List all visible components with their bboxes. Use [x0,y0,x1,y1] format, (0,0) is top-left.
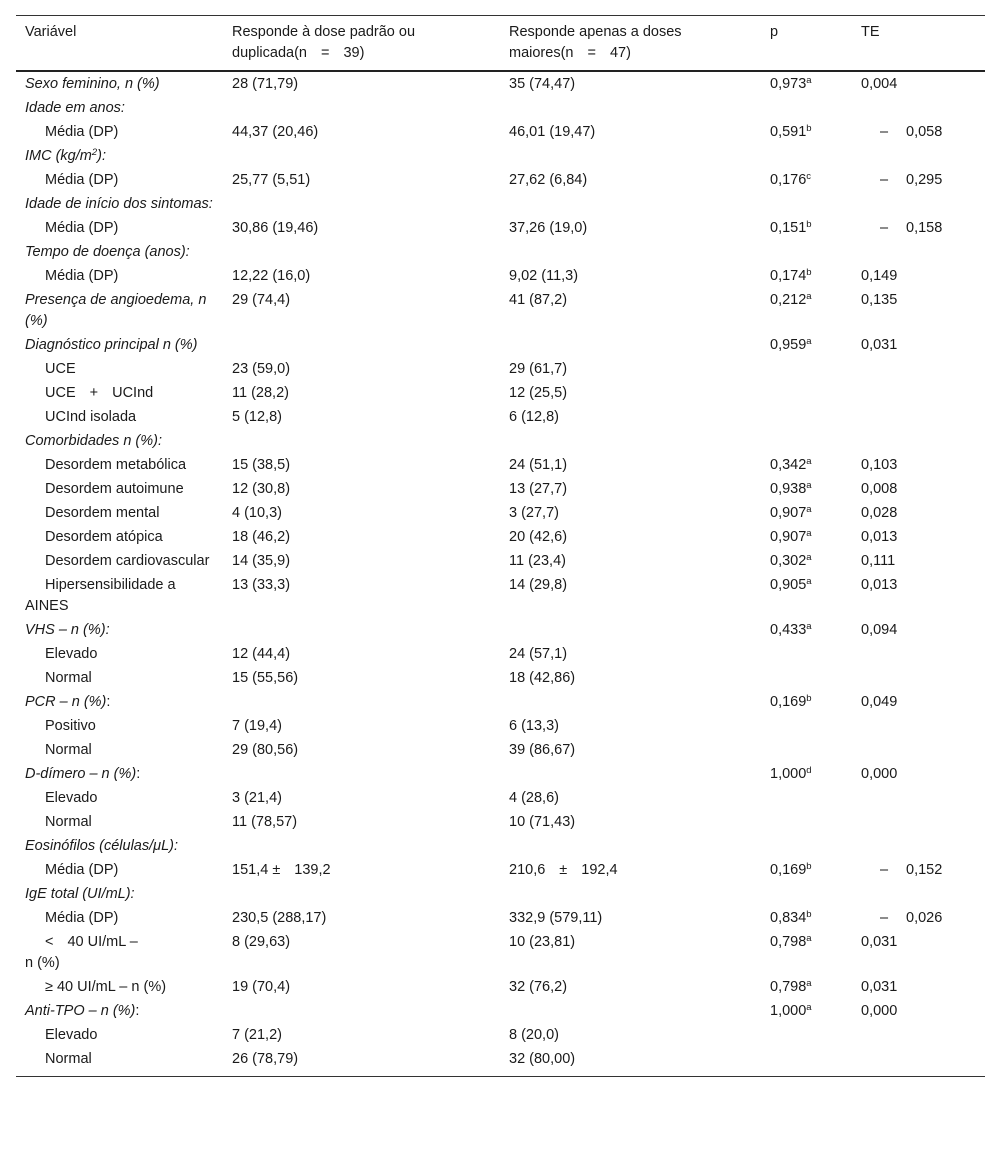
table-row [16,1023,985,1047]
cell-higher: 9,02 (11,3) [509,268,579,284]
cell-te: – 0,152 [880,862,943,878]
table-row [16,453,985,477]
section-label: IMC $(kg/m^2)$: [25,147,107,164]
table-row [16,975,985,999]
cell-higher [500,333,761,357]
cell-standard: 7 (19,4) [232,718,282,734]
table-body [16,71,985,1077]
table-row [16,618,985,642]
table-row [16,333,985,357]
cell-standard: 230,5 (288,17) [232,910,327,926]
cell-te: – 0,058 [880,124,943,140]
cell-standard: 11 (28,2) [232,385,289,401]
header-higher-dose [500,16,761,72]
cell-higher: 8 (20,0) [509,1027,559,1043]
results-table-container [16,15,985,1077]
cell-te [852,786,985,810]
cell-higher: 39 (86,67) [509,742,576,758]
cell-standard: 15 (38,5) [232,457,291,473]
table-row [16,882,985,906]
cell-p [761,786,852,810]
row-label: Média (DP) [45,862,119,878]
section-label: Tempo de doença (anos): [25,244,190,260]
header-effect-size: TE [861,24,880,40]
cell-te: 0,004 [861,76,898,92]
table-row [16,549,985,573]
cell-te: 0,049 [861,694,898,710]
cell-higher: 10 (23,81) [509,934,576,950]
row-label: Diagnóstico principal n (%) [25,337,198,353]
table-row [16,240,985,264]
cell-standard: 29 (80,56) [232,742,299,758]
cell-higher: 210,6 ± 192,4 [509,862,618,878]
table-row [16,690,985,714]
cell-standard: 23 (59,0) [232,361,291,377]
table-row [16,930,985,975]
cell-standard: 8 (29,63) [232,934,291,950]
row-label: Normal [45,814,92,830]
cell-p [761,1047,852,1077]
row-label: Positivo [45,718,96,734]
table-row [16,264,985,288]
cell-standard: 29 (74,4) [232,292,291,308]
cell-higher: 24 (57,1) [509,646,568,662]
cell-te [852,1047,985,1077]
cell-p: 0,169$^b$ [770,861,812,878]
cell-p: 1,000$^a$ [770,1002,812,1019]
cell-te: 0,000 [861,1003,898,1019]
row-label: Elevado [45,646,98,662]
row-label: Anti-TPO – n (%): [25,1003,140,1019]
table-row [16,666,985,690]
cell-p: 0,151$^b$ [770,219,812,236]
cell-te: – 0,295 [880,172,943,188]
table-row [16,96,985,120]
cell-p: 0,433$^a$ [770,621,812,638]
row-label: Desordem autoimune [45,481,184,497]
row-label: PCR – n (%): [25,694,111,710]
table-row [16,762,985,786]
header-p-value: p [770,24,779,40]
section-label: Idade em anos: [25,100,125,116]
table-row [16,525,985,549]
cell-te: 0,013 [861,529,898,545]
cell-higher: 41 (87,2) [509,292,568,308]
header-row [16,16,985,72]
cell-te: 0,000 [861,766,898,782]
header-higher-dose-eq: = [587,45,596,61]
table-row [16,381,985,405]
row-label: UCE [45,361,76,377]
cell-te: – 0,158 [880,220,943,236]
table-row [16,477,985,501]
cell-te [852,738,985,762]
row-label: ≥ 40 UI/mL – n (%) [45,979,167,995]
cell-p: 0,798$^a$ [770,933,812,950]
cell-p: 1,000$^d$ [770,765,812,782]
cell-te: 0,013 [861,577,898,593]
cell-te [852,714,985,738]
row-label: Desordem atópica [45,529,163,545]
header-standard-dose-line1: Responde à dose padrão ou [232,24,416,40]
cell-te: 0,094 [861,622,898,638]
table-row [16,573,985,618]
table-row [16,357,985,381]
cell-standard: 4 (10,3) [232,505,282,521]
cell-standard: 28 (71,79) [232,76,299,92]
cell-higher: 13 (27,7) [509,481,568,497]
cell-p: 0,834$^b$ [770,909,812,926]
cell-higher: 35 (74,47) [509,76,576,92]
row-label: Média (DP) [45,220,119,236]
cell-standard [223,618,500,642]
row-label: Elevado [45,790,98,806]
cell-te: 0,028 [861,505,898,521]
cell-p [761,714,852,738]
cell-standard: 11 (78,57) [232,814,298,830]
cell-p: 0,905$^a$ [770,576,812,593]
cell-higher: 32 (80,00) [509,1051,576,1067]
cell-te: 0,031 [861,979,898,995]
cell-p [761,381,852,405]
table-row [16,216,985,240]
row-label: Sexo feminino, n (%) [25,76,160,92]
cell-te [852,642,985,666]
section-label: IgE total (UI/mL): [25,886,135,902]
cell-higher: 37,26 (19,0) [509,220,588,236]
row-label: < 40 UI/mL – n (%) [25,934,138,971]
cell-p: 0,302$^a$ [770,552,812,569]
cell-p [761,810,852,834]
cell-higher: 6 (13,3) [509,718,559,734]
row-label: Média (DP) [45,910,119,926]
row-label: Normal [45,1051,92,1067]
table-row [16,71,985,96]
table-row [16,429,985,453]
cell-p: 0,907$^a$ [770,504,812,521]
cell-p [761,357,852,381]
cell-higher: 332,9 (579,11) [509,910,603,926]
cell-te [852,381,985,405]
cell-standard: 44,37 (20,46) [232,124,319,140]
cell-higher: 11 (23,4) [509,553,566,569]
cell-p: 0,174$^b$ [770,267,812,284]
cell-p [761,642,852,666]
cell-higher [500,999,761,1023]
cell-te [852,405,985,429]
header-higher-dose-n: 47) [609,45,631,61]
header-standard-dose-n: 39) [343,45,365,61]
cell-standard: 19 (70,4) [232,979,291,995]
table-row [16,168,985,192]
cell-te: 0,149 [861,268,898,284]
cell-higher: 14 (29,8) [509,577,568,593]
cell-higher: 10 (71,43) [509,814,576,830]
section-label: Idade de início dos sintomas: [25,196,213,212]
table-row [16,906,985,930]
cell-higher: 12 (25,5) [509,385,568,401]
cell-p: 0,798$^a$ [770,978,812,995]
cell-p [761,666,852,690]
cell-higher: 24 (51,1) [509,457,568,473]
cell-standard: 7 (21,2) [232,1027,282,1043]
cell-p: 0,907$^a$ [770,528,812,545]
results-table [16,15,985,1077]
cell-p: 0,973$^a$ [770,75,812,92]
row-label: Normal [45,670,92,686]
cell-te [852,1023,985,1047]
cell-p [761,1023,852,1047]
cell-p: 0,959$^a$ [770,336,812,353]
header-standard-dose-eq: = [320,45,330,61]
row-label: D-dímero – n (%): [25,766,141,782]
cell-standard: 12,22 (16,0) [232,268,311,284]
row-label: Desordem cardiovascular [45,553,210,569]
row-label: Hipersensibilidade a AINES [25,577,176,614]
cell-higher: 18 (42,86) [509,670,576,686]
row-label: Presença de angioedema, n (%) [25,292,207,329]
cell-p [761,738,852,762]
row-label: Média (DP) [45,124,119,140]
table-row [16,738,985,762]
cell-standard: 26 (78,79) [232,1051,299,1067]
cell-standard [223,762,500,786]
cell-higher: 46,01 (19,47) [509,124,596,140]
table-row [16,642,985,666]
cell-higher: 3 (27,7) [509,505,559,521]
cell-te: 0,031 [861,337,898,353]
table-row [16,192,985,216]
cell-higher: 27,62 (6,84) [509,172,588,188]
section-label: Eosinófilos (células/μL): [25,838,179,854]
cell-p: 0,938$^a$ [770,480,812,497]
row-label: Média (DP) [45,172,119,188]
row-label: Média (DP) [45,268,119,284]
cell-te: 0,111 [861,553,896,569]
row-label: VHS – n (%): [25,622,110,638]
header-higher-dose-line1: Responde apenas a doses [509,24,682,40]
row-label: Elevado [45,1027,98,1043]
cell-p [761,405,852,429]
table-row [16,999,985,1023]
header-higher-dose-line2: maiores(n [509,45,574,61]
table-row [16,288,985,333]
cell-p: 0,212$^a$ [770,291,812,308]
cell-p: 0,176$^c$ [770,171,812,188]
table-header [16,16,985,72]
cell-standard: 12 (44,4) [232,646,291,662]
cell-te: 0,031 [861,934,898,950]
cell-te [852,666,985,690]
table-row [16,786,985,810]
cell-standard: 15 (55,56) [232,670,299,686]
section-label: Comorbidades n (%): [25,433,162,449]
cell-standard: 18 (46,2) [232,529,291,545]
cell-standard: 5 (12,8) [232,409,282,425]
header-standard-dose [223,16,500,72]
cell-te [852,357,985,381]
table-row [16,858,985,882]
cell-te: 0,008 [861,481,898,497]
cell-te: 0,135 [861,292,898,308]
cell-higher: 4 (28,6) [509,790,559,806]
cell-standard: 12 (30,8) [232,481,291,497]
cell-higher: 32 (76,2) [509,979,568,995]
cell-p: 0,591$^b$ [770,123,812,140]
cell-standard: 30,86 (19,46) [232,220,319,236]
cell-p: 0,169$^b$ [770,693,812,710]
cell-standard: 3 (21,4) [232,790,282,806]
row-label: Desordem metabólica [45,457,187,473]
cell-higher [500,690,761,714]
row-label: Normal [45,742,92,758]
row-label: UCE + UCInd [45,385,154,401]
cell-higher [500,762,761,786]
header-standard-dose-line2: duplicada(n [232,45,307,61]
table-row [16,714,985,738]
cell-higher: 20 (42,6) [509,529,568,545]
cell-p: 0,342$^a$ [770,456,812,473]
table-row [16,144,985,168]
table-row [16,120,985,144]
cell-standard [223,333,500,357]
cell-te: – 0,026 [880,910,943,926]
table-row [16,810,985,834]
row-label: UCInd isolada [45,409,137,425]
cell-higher: 29 (61,7) [509,361,568,377]
cell-standard: 151,4 ± 139,2 [232,862,331,878]
cell-standard [223,690,500,714]
cell-standard [223,999,500,1023]
row-label: Desordem mental [45,505,160,521]
table-row [16,405,985,429]
cell-standard: 14 (35,9) [232,553,291,569]
cell-standard: 13 (33,3) [232,577,291,593]
table-row [16,501,985,525]
cell-standard: 25,77 (5,51) [232,172,311,188]
table-row [16,834,985,858]
cell-higher: 6 (12,8) [509,409,559,425]
cell-te [852,810,985,834]
table-row [16,1047,985,1077]
header-variable: Variável [25,24,77,40]
cell-higher [500,618,761,642]
cell-te: 0,103 [861,457,898,473]
